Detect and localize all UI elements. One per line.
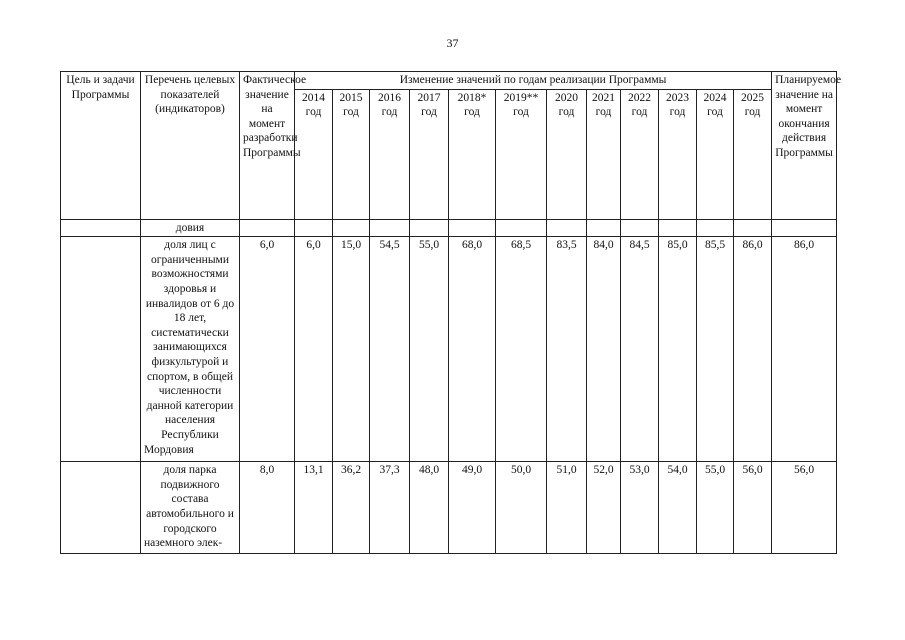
value-cell: 86,0 [734, 237, 772, 462]
header-year-2015 [333, 89, 370, 219]
value-cell: 68,5 [496, 237, 547, 462]
header-year-suffix: год [595, 106, 612, 119]
header-year-label: 2022 [628, 91, 651, 104]
value-cell: 49,0 [449, 462, 496, 554]
table-row [61, 219, 837, 237]
actual-cell: 6,0 [240, 237, 295, 462]
header-year-suffix: год [707, 106, 723, 119]
value-cell: 54,0 [659, 462, 697, 554]
value-cell: 56,0 [734, 462, 772, 554]
table-row [61, 237, 837, 462]
header-year-2023 [659, 89, 697, 219]
value-cell [449, 219, 496, 237]
header-year-suffix: год [381, 106, 398, 119]
indicator-cell: довия [141, 219, 240, 237]
planned-cell [772, 219, 837, 237]
header-year-2016 [370, 89, 410, 219]
value-cell: 55,0 [697, 462, 734, 554]
header-year-suffix: год [558, 106, 575, 119]
value-cell: 6,0 [295, 237, 333, 462]
actual-cell: 8,0 [240, 462, 295, 554]
header-year-suffix: год [305, 106, 322, 119]
value-cell: 85,0 [659, 237, 697, 462]
header-year-2019 [496, 89, 547, 219]
header-year-suffix: год [744, 106, 761, 119]
value-cell: 36,2 [333, 462, 370, 554]
header-year-2021 [587, 89, 621, 219]
header-goal: Цель и задачи Программы [61, 72, 141, 220]
value-cell [333, 219, 370, 237]
header-year-suffix: год [343, 106, 359, 119]
header-years-caption: Изменение значений по годам реализации Программы [295, 72, 772, 90]
value-cell [587, 219, 621, 237]
header-year-2022 [621, 89, 659, 219]
header-year-label: 2014 [302, 91, 325, 104]
value-cell [295, 219, 333, 237]
value-cell [547, 219, 587, 237]
header-year-suffix: год [513, 106, 529, 119]
header-year-label: 2024 [703, 91, 727, 104]
header-year-label: 2021 [592, 91, 615, 104]
header-year-2020 [547, 89, 587, 219]
value-cell: 13,1 [295, 462, 333, 554]
header-year-suffix: год [464, 106, 480, 119]
header-year-label: 2020 [555, 91, 578, 104]
value-cell: 83,5 [547, 237, 587, 462]
value-cell: 53,0 [621, 462, 659, 554]
goal-cell [61, 237, 141, 462]
value-cell: 37,3 [370, 462, 410, 554]
goal-cell [61, 462, 141, 554]
indicator-cell: доля лиц с ограниченными возможностями здоровья и инвалидов от 6 до 18 лет, систематически занимающихся физкультурой и спортом, в общей численности данной категории населения Республики Мордовия [141, 237, 240, 462]
header-year-2024 [697, 89, 734, 219]
value-cell: 52,0 [587, 462, 621, 554]
header-year-2025 [734, 89, 772, 219]
planned-cell: 56,0 [772, 462, 837, 554]
value-cell: 85,5 [697, 237, 734, 462]
actual-cell [240, 219, 295, 237]
header-year-label: 2018* [457, 91, 487, 104]
program-indicators-table [60, 71, 842, 554]
value-cell: 54,5 [370, 237, 410, 462]
header-year-suffix: год [421, 106, 437, 119]
value-cell [496, 219, 547, 237]
header-actual: Фактическое значение на момент разработки Программы [240, 72, 295, 220]
value-cell [370, 219, 410, 237]
value-cell: 50,0 [496, 462, 547, 554]
value-cell [659, 219, 697, 237]
header-year-suffix: год [631, 106, 648, 119]
value-cell: 68,0 [449, 237, 496, 462]
value-cell [410, 219, 449, 237]
header-year-label: 2017 [417, 91, 441, 104]
value-cell: 15,0 [333, 237, 370, 462]
indicator-cell: доля парка подвижного состава автомобильного и городского наземного элек- [141, 462, 240, 554]
header-year-2018 [449, 89, 496, 219]
planned-cell: 86,0 [772, 237, 837, 462]
value-cell [697, 219, 734, 237]
header-year-2017 [410, 89, 449, 219]
header-year-label: 2016 [378, 91, 401, 104]
header-year-label: 2019** [503, 91, 539, 104]
value-cell: 51,0 [547, 462, 587, 554]
header-indicators: Перечень целевых показателей (индикаторов) [141, 72, 240, 220]
header-planned: Планируемое значение на момент окончания действия Программы [772, 72, 837, 220]
value-cell [734, 219, 772, 237]
value-cell: 55,0 [410, 237, 449, 462]
value-cell: 84,5 [621, 237, 659, 462]
header-year-label: 2023 [666, 91, 689, 104]
value-cell [621, 219, 659, 237]
goal-cell [61, 219, 141, 237]
page-number: 37 [446, 36, 459, 50]
header-year-suffix: год [669, 106, 686, 119]
value-cell: 84,0 [587, 237, 621, 462]
table-row [61, 462, 837, 554]
header-year-label: 2015 [339, 91, 363, 104]
header-year-label: 2025 [741, 91, 765, 104]
header-row-top [61, 72, 837, 90]
value-cell: 48,0 [410, 462, 449, 554]
